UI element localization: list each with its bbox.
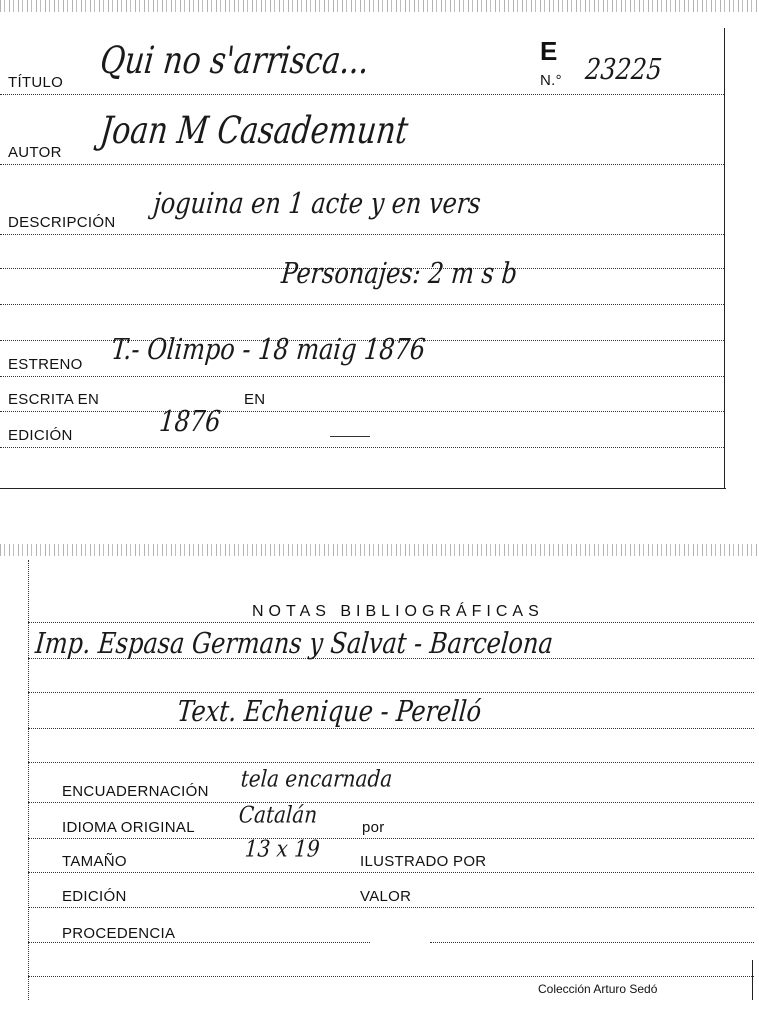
- card-right-border: [752, 960, 753, 1000]
- card-bottom-border: [0, 488, 726, 489]
- catalog-card-back: [0, 540, 759, 1028]
- idioma-label: IDIOMA ORIGINAL: [62, 819, 195, 836]
- estreno-value: T.- Olimpo - 18 maig 1876: [110, 332, 427, 366]
- descripcion-value: joguina en 1 acte y en vers: [152, 186, 483, 220]
- rule-line: [0, 94, 724, 95]
- card-left-border: [28, 560, 29, 1000]
- en-label: EN: [244, 391, 266, 408]
- personajes-value: Personajes: 2 m s b: [280, 256, 519, 290]
- titulo-value: Qui no s'arrisca...: [98, 39, 372, 83]
- tamano-label: TAMAÑO: [62, 853, 127, 870]
- autor-value: Joan M Casademunt: [98, 109, 411, 153]
- torn-top-edge: [0, 0, 759, 12]
- por-label: por: [362, 819, 385, 836]
- card-right-border: [724, 28, 725, 488]
- rule-line: [0, 164, 724, 165]
- encuadernacion-value: tela encarnada: [240, 764, 394, 792]
- rule-line: [0, 234, 724, 235]
- ilustrado-label: ILUSTRADO POR: [360, 853, 487, 870]
- edicion-label-2: EDICIÓN: [62, 888, 127, 905]
- rule-line: [28, 942, 370, 943]
- stamp-letter: E: [540, 36, 558, 66]
- rule-line: [28, 658, 754, 659]
- rule-line: [0, 376, 724, 377]
- rule-line: [0, 447, 724, 448]
- titulo-label: TÍTULO: [8, 74, 64, 91]
- edicion-value: 1876: [158, 404, 223, 438]
- edicion-label: EDICIÓN: [8, 427, 73, 444]
- rule-line: [28, 762, 754, 763]
- rule-line: [28, 622, 754, 623]
- escrita-label: ESCRITA EN: [8, 391, 100, 408]
- valor-label: VALOR: [360, 888, 412, 905]
- number-label: N.°: [540, 72, 562, 89]
- encuadernacion-label: ENCUADERNACIÓN: [62, 783, 209, 800]
- rule-line: [0, 304, 724, 305]
- pen-mark: [330, 436, 370, 437]
- collection-footer: Colección Arturo Sedó: [538, 982, 658, 996]
- rule-line: [0, 411, 724, 412]
- estreno-label: ESTRENO: [8, 356, 83, 373]
- autor-label: AUTOR: [8, 144, 62, 161]
- rule-line: [28, 907, 754, 908]
- tamano-value: 13 x 19: [244, 834, 321, 862]
- rule-line: [28, 692, 754, 693]
- rule-line: [28, 728, 754, 729]
- torn-top-edge: [0, 544, 759, 556]
- notas-heading: NOTAS BIBLIOGRÁFICAS: [252, 603, 544, 620]
- descripcion-label: DESCRIPCIÓN: [8, 214, 116, 231]
- notes-line-2: Text. Echenique - Perelló: [176, 694, 483, 728]
- catalog-number: 23225: [584, 52, 664, 86]
- catalog-card-front: [0, 0, 759, 500]
- rule-line: [28, 976, 754, 977]
- procedencia-label: PROCEDENCIA: [62, 925, 176, 942]
- rule-line: [28, 802, 754, 803]
- rule-line: [430, 942, 754, 943]
- rule-line: [28, 872, 754, 873]
- idioma-value: Catalán: [238, 800, 319, 828]
- notes-line-1: Imp. Espasa Germans y Salvat - Barcelona: [34, 626, 555, 660]
- rule-line: [28, 838, 754, 839]
